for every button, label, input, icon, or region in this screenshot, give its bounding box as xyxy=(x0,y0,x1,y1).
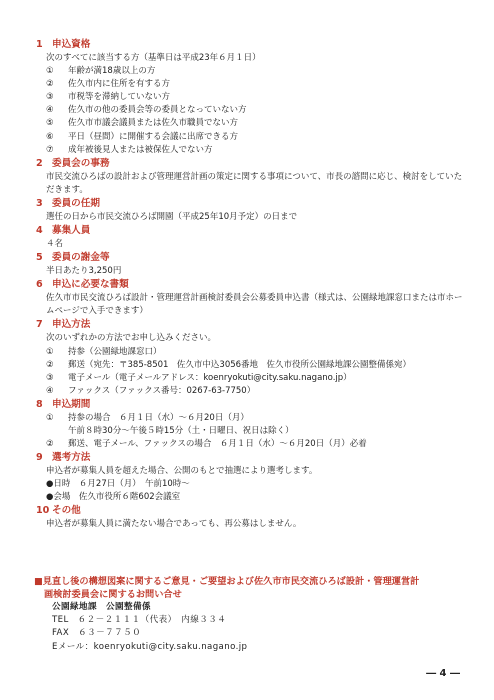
section-number: 5 xyxy=(36,252,43,264)
recruitment-sections xyxy=(34,38,474,532)
line-text: 佐久市市民交流ひろば設計・管理運営計画検討委員会公募委員申込書（様式は、公園緑地課窓口または市ホームページで入手できます） xyxy=(46,293,463,317)
contact-fax: FAX ６３－７７５０ xyxy=(52,628,142,639)
line-text: 年齢が満18歳以上の方 xyxy=(68,66,156,77)
line-text: 佐久市市議会議員または佐久市職員でない方 xyxy=(68,118,239,129)
section-line xyxy=(34,91,474,104)
line-text: ●会場 佐久市役所６階602会議室 xyxy=(46,492,181,503)
section-line xyxy=(34,372,474,385)
list-marker: ① xyxy=(46,66,54,77)
section-number: 2 xyxy=(36,157,43,169)
line-text: 成年被後見人または被保佐人でない方 xyxy=(68,144,213,155)
line-text: 申込者が募集人員を超えた場合、公開のもとで抽選により選考します。 xyxy=(46,466,318,477)
section-line xyxy=(34,78,474,91)
section-line xyxy=(34,438,474,451)
contact-tel: TEL ６２－２１１１（代表） 内線３３４ xyxy=(52,615,227,626)
section-title: 選考方法 xyxy=(52,452,91,464)
section-heading xyxy=(34,398,474,412)
section-line xyxy=(34,65,474,78)
list-marker: ① xyxy=(46,412,54,423)
line-text: 半日あたり3,250円 xyxy=(46,266,122,277)
section-6 xyxy=(34,278,474,318)
section-heading xyxy=(34,197,474,211)
section-line xyxy=(34,465,474,478)
section-number: 9 xyxy=(36,452,43,464)
section-line xyxy=(34,171,474,197)
section-heading xyxy=(34,38,474,52)
section-heading xyxy=(34,251,474,265)
section-line xyxy=(34,144,474,157)
line-text: 持参（公園緑地課窓口） xyxy=(68,346,162,357)
line-text: 郵送、電子メール、ファックスの場合 ６月１日（水）～６月20日（月）必着 xyxy=(68,439,367,450)
inquiry-block xyxy=(34,575,474,654)
list-marker: ⑥ xyxy=(46,131,54,142)
section-line xyxy=(34,292,474,318)
section-number: 1 xyxy=(36,39,43,50)
section-line xyxy=(34,265,474,278)
list-marker: ③ xyxy=(46,372,54,383)
section-title: 委員の任期 xyxy=(52,197,100,209)
line-text: 次のいずれかの方法でお申し込みください。 xyxy=(46,333,217,344)
inquiry-title-line1: 見直し後の構想図案に関するご意見・ご要望および佐久市市民交流ひろば設計・管理運営計 xyxy=(42,576,420,587)
line-text: 市税等を滞納していない方 xyxy=(68,92,171,103)
section-number: 3 xyxy=(36,197,43,209)
section-10 xyxy=(34,504,474,531)
section-1 xyxy=(34,38,474,157)
section-line xyxy=(34,346,474,359)
contact-department: 公園緑地課 公園整備係 xyxy=(52,602,151,612)
section-line xyxy=(34,518,474,531)
line-text: 郵送（宛先：〒385-8501 佐久市中込3056番地 佐久市役所公園緑地課公園整備係宛） xyxy=(68,359,412,370)
line-text: 持参の場合 ６月１日（水）～６月20日（月） xyxy=(68,412,249,423)
square-bullet-icon: ■ xyxy=(34,576,43,587)
line-text: ４名 xyxy=(46,239,64,250)
line-text: 電子メール（電子メールアドレス：koenryokuti@city.saku.nagano.jp） xyxy=(68,372,352,383)
section-line xyxy=(34,385,474,398)
inquiry-title xyxy=(34,575,474,601)
inquiry-title-line2: 画検討委員会に関するお問い合せ xyxy=(44,589,182,600)
section-title: 委員会の事務 xyxy=(52,157,110,169)
list-marker: ⑦ xyxy=(46,144,54,155)
section-line xyxy=(34,425,474,438)
section-8 xyxy=(34,398,474,451)
list-marker: ③ xyxy=(46,92,54,103)
section-5 xyxy=(34,251,474,278)
section-2 xyxy=(34,157,474,197)
list-marker: ④ xyxy=(46,385,54,396)
section-line xyxy=(34,131,474,144)
section-title: その他 xyxy=(52,505,81,517)
line-text: 申込者が募集人員に満たない場合であっても、再公募はしません。 xyxy=(46,519,302,530)
section-line xyxy=(34,491,474,504)
section-heading xyxy=(34,224,474,238)
line-text: 次のすべてに該当する方（基準日は平成23年６月１日） xyxy=(46,53,261,63)
list-marker: ⑤ xyxy=(46,118,54,129)
section-4 xyxy=(34,224,474,251)
section-number: 10 xyxy=(36,505,50,517)
section-heading xyxy=(34,278,474,292)
list-marker: ④ xyxy=(46,105,54,116)
line-text: 選任の日から市民交流ひろば開園（平成25年10月予定）の日まで xyxy=(46,211,298,222)
line-text: 午前８時30分～午後５時15分（土・日曜日、祝日は除く） xyxy=(68,425,294,436)
section-number: 7 xyxy=(36,319,43,331)
section-title: 委員の謝金等 xyxy=(52,252,110,264)
section-7 xyxy=(34,318,474,397)
section-line xyxy=(34,478,474,491)
line-text: ファックス（ファックス番号：0267-63-7750） xyxy=(68,385,256,396)
section-title: 募集人員 xyxy=(52,225,91,237)
page-number: ― 4 ― xyxy=(426,668,460,679)
line-text: 平日（昼間）に開催する会議に出席できる方 xyxy=(68,131,239,142)
list-marker: ② xyxy=(46,359,54,370)
section-9 xyxy=(34,451,474,504)
list-marker: ② xyxy=(46,439,54,450)
list-marker: ① xyxy=(46,346,54,357)
section-line xyxy=(34,211,474,224)
section-number: 4 xyxy=(36,225,43,237)
section-number: 6 xyxy=(36,279,43,291)
line-text: ●日時 ６月27日（月） 午前10時～ xyxy=(46,479,190,490)
section-line xyxy=(34,412,474,425)
section-title: 申込資格 xyxy=(52,39,91,50)
line-text: 佐久市内に住所を有する方 xyxy=(68,79,171,90)
section-heading xyxy=(34,451,474,465)
section-line xyxy=(34,238,474,251)
section-title: 申込期間 xyxy=(52,398,91,410)
section-title: 申込に必要な書類 xyxy=(52,279,129,291)
line-text: 市民交流ひろばの設計および管理運営計画の策定に関する事項について、市長の諮問に応じ、検討をしていただきます。 xyxy=(46,171,463,195)
section-line xyxy=(34,117,474,130)
list-marker: ② xyxy=(46,79,54,90)
section-line xyxy=(34,104,474,117)
section-3 xyxy=(34,197,474,224)
section-line xyxy=(34,359,474,372)
section-line xyxy=(34,52,474,65)
section-title: 申込方法 xyxy=(52,319,91,331)
section-heading xyxy=(34,504,474,518)
section-line xyxy=(34,332,474,345)
section-heading xyxy=(34,157,474,171)
section-number: 8 xyxy=(36,398,43,410)
contact-email: Eメール：koenryokuti@city.saku.nagano.jp xyxy=(52,641,248,652)
section-heading xyxy=(34,318,474,332)
line-text: 佐久市の他の委員会等の委員となっていない方 xyxy=(68,105,247,116)
